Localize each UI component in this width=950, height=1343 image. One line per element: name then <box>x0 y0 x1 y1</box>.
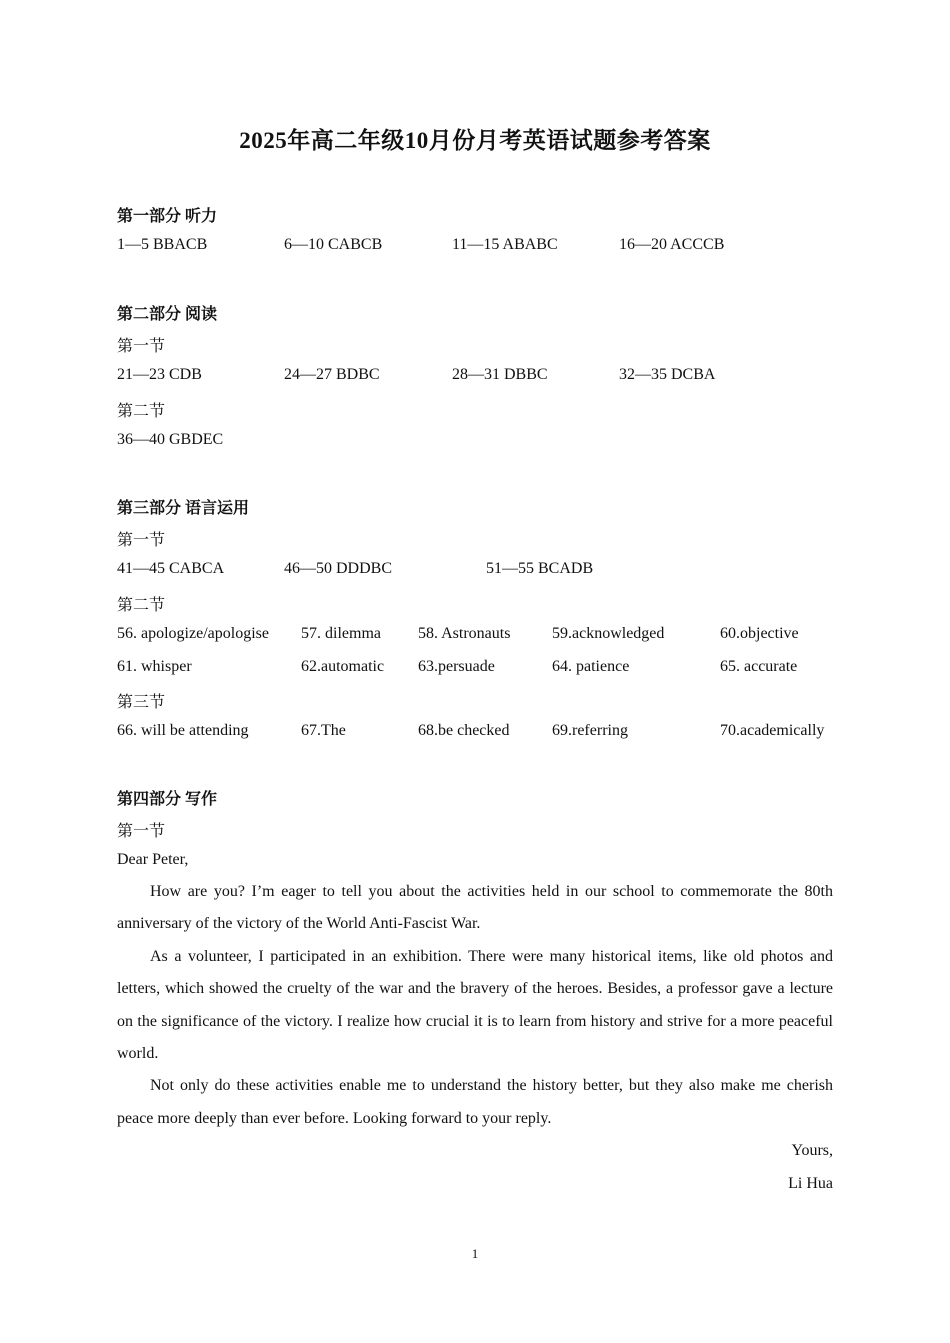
answer-item: 56. apologize/apologise <box>117 625 269 642</box>
part3-section3-answers <box>0 722 950 744</box>
letter-salutation: Dear Peter, <box>117 851 189 868</box>
letter-paragraph: Not only do these activities enable me to understand the history better, but they also make me cherish peace more deeply than ever before. Looking forward to your reply. <box>117 1077 833 1127</box>
answer-group: 32—35 DCBA <box>619 366 716 383</box>
answer-item: 63.persuade <box>418 658 495 675</box>
part2-section2-label: 第二节 <box>117 403 166 420</box>
part3-section3-label: 第三节 <box>117 694 166 711</box>
part2-section2-answers <box>0 431 950 453</box>
answer-item: 61. whisper <box>117 658 192 675</box>
answer-item: 59.acknowledged <box>552 625 665 642</box>
answer-item: 67.The <box>301 722 346 739</box>
part2-section1-label: 第一节 <box>117 338 166 355</box>
answer-group: 21—23 CDB <box>117 366 202 383</box>
part1-answers-row <box>0 236 950 258</box>
part3-heading: 第三部分 语言运用 <box>117 500 250 517</box>
part1-heading: 第一部分 听力 <box>117 208 218 225</box>
answer-item: 58. Astronauts <box>418 625 511 642</box>
answer-item: 65. accurate <box>720 658 798 675</box>
part2-section1-answers <box>0 366 950 388</box>
part2-heading: 第二部分 阅读 <box>117 306 218 323</box>
page-number: 1 <box>471 1246 479 1261</box>
page-title: 2025年高二年级10月份月考英语试题参考答案 <box>239 128 711 153</box>
answer-item: 70.academically <box>720 722 825 739</box>
part3-section1-label: 第一节 <box>117 532 166 549</box>
letter-body <box>117 876 833 1135</box>
answer-group: 1—5 BBACB <box>117 236 208 253</box>
answer-item: 68.be checked <box>418 722 510 739</box>
part3-section1-answers <box>0 560 950 582</box>
answer-group: 28—31 DBBC <box>452 366 548 383</box>
answer-item: 64. patience <box>552 658 630 675</box>
letter-signature: Li Hua <box>788 1175 833 1192</box>
letter-paragraph: How are you? I’m eager to tell you about the activities held in our school to commemorate the 80th anniversary of the victory of the World Anti-Fascist War. <box>117 883 833 933</box>
answer-group: 46—50 DDDBC <box>284 560 393 577</box>
answer-group: 6—10 CABCB <box>284 236 383 253</box>
answer-item: 62.automatic <box>301 658 385 675</box>
part3-section2-label: 第二节 <box>117 597 166 614</box>
part4-section1-label: 第一节 <box>117 823 166 840</box>
answer-group: 36—40 GBDEC <box>117 431 224 448</box>
part3-section2-row1 <box>0 625 950 647</box>
answer-group: 41—45 CABCA <box>117 560 225 577</box>
letter-closing: Yours, <box>791 1142 833 1159</box>
letter-paragraph: As a volunteer, I participated in an exhibition. There were many historical items, like old photos and letters, which showed the cruelty of the war and the bravery of the heroes. Besides, a professor gave a lecture on the significance of the victory. I realize how crucial it is to learn from history and strive for a more peaceful world. <box>117 947 833 1063</box>
answer-item: 60.objective <box>720 625 799 642</box>
answer-item: 57. dilemma <box>301 625 381 642</box>
answer-group: 24—27 BDBC <box>284 366 380 383</box>
answer-item: 69.referring <box>552 722 628 739</box>
answer-group: 16—20 ACCCB <box>619 236 725 253</box>
part4-heading: 第四部分 写作 <box>117 791 218 808</box>
answer-item: 66. will be attending <box>117 722 249 739</box>
answer-group: 51—55 BCADB <box>486 560 594 577</box>
part3-section2-row2 <box>0 658 950 680</box>
answer-group: 11—15 ABABC <box>452 236 558 253</box>
